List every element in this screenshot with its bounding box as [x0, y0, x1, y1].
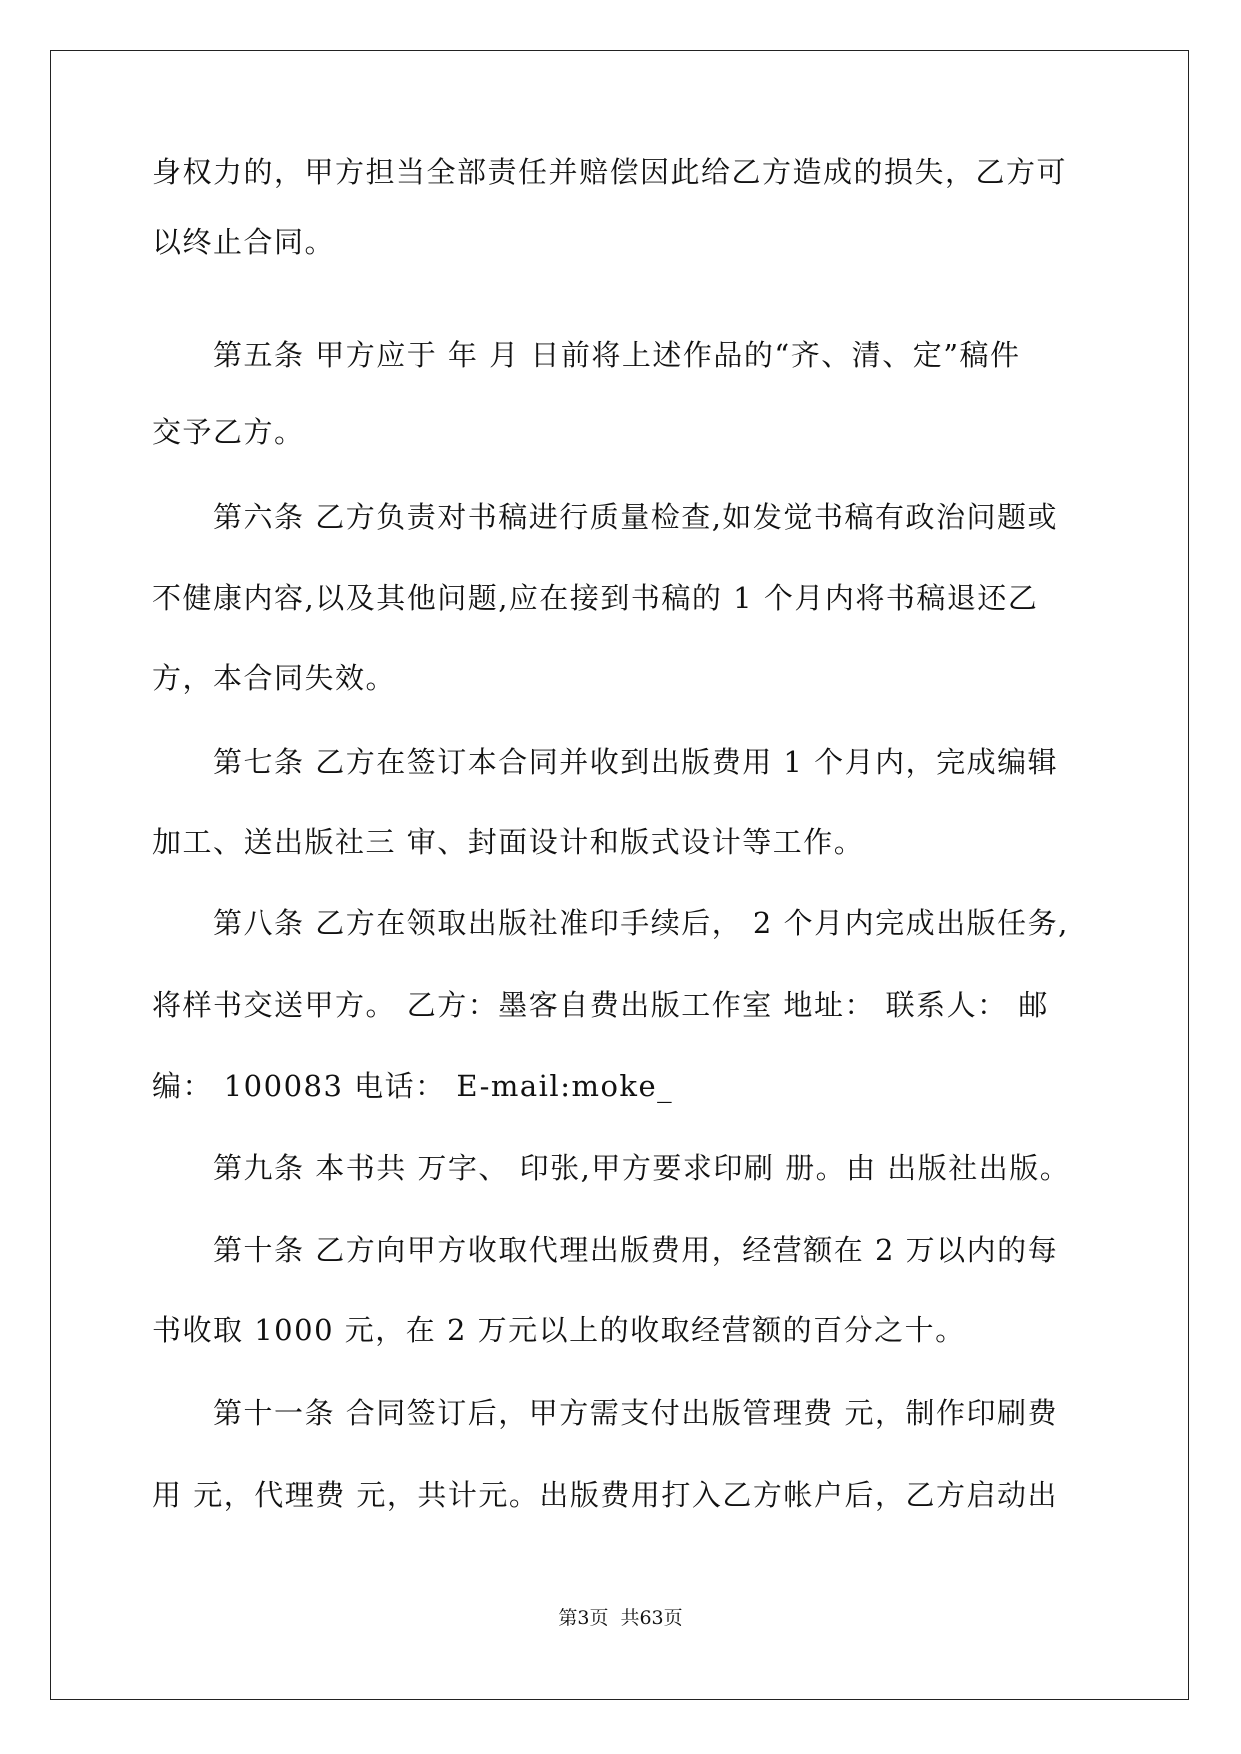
text-line: 第九条 本书共 万字、 印张,甲方要求印刷 册。由 出版社出版。 [152, 1151, 1071, 1185]
text-line: 将样书交送甲方。 乙方：墨客自费出版工作室 地址： 联系人： 邮 [152, 988, 1049, 1022]
text-line: 编： 100083 电话： E-mail:moke_ [152, 1069, 674, 1103]
page-total: 共63页 [620, 1607, 683, 1629]
text-line: 加工、送出版社三 审、封面设计和版式设计等工作。 [152, 825, 865, 859]
text-line: 书收取 1000 元，在 2 万元以上的收取经营额的百分之十。 [152, 1313, 966, 1347]
page-footer [0, 1606, 1241, 1630]
text-line: 交予乙方。 [152, 415, 305, 449]
text-line: 第十条 乙方向甲方收取代理出版费用，经营额在 2 万以内的每 [152, 1233, 1059, 1267]
page-border [50, 50, 1189, 1700]
text-line: 不健康内容,以及其他问题,应在接到书稿的 1 个月内将书稿退还乙 [152, 581, 1039, 615]
text-line: 第五条 甲方应于 年 月 日前将上述作品的“齐、清、定”稿件 [152, 338, 1021, 372]
text-line: 第六条 乙方负责对书稿进行质量检查,如发觉书稿有政治问题或 [152, 500, 1058, 534]
text-line: 第七条 乙方在签订本合同并收到出版费用 1 个月内，完成编辑 [152, 745, 1059, 779]
page-number: 第3页 [558, 1607, 609, 1629]
text-line: 以终止合同。 [152, 225, 336, 259]
text-line: 用 元，代理费 元，共计元。出版费用打入乙方帐户后，乙方启动出 [152, 1478, 1058, 1512]
text-line: 第八条 乙方在领取出版社准印手续后， 2 个月内完成出版任务, [152, 906, 1069, 940]
text-line: 第十一条 合同签订后，甲方需支付出版管理费 元，制作印刷费 [152, 1396, 1058, 1430]
text-line: 身权力的，甲方担当全部责任并赔偿因此给乙方造成的损失，乙方可 [152, 155, 1068, 189]
text-line: 方，本合同失效。 [152, 661, 397, 695]
